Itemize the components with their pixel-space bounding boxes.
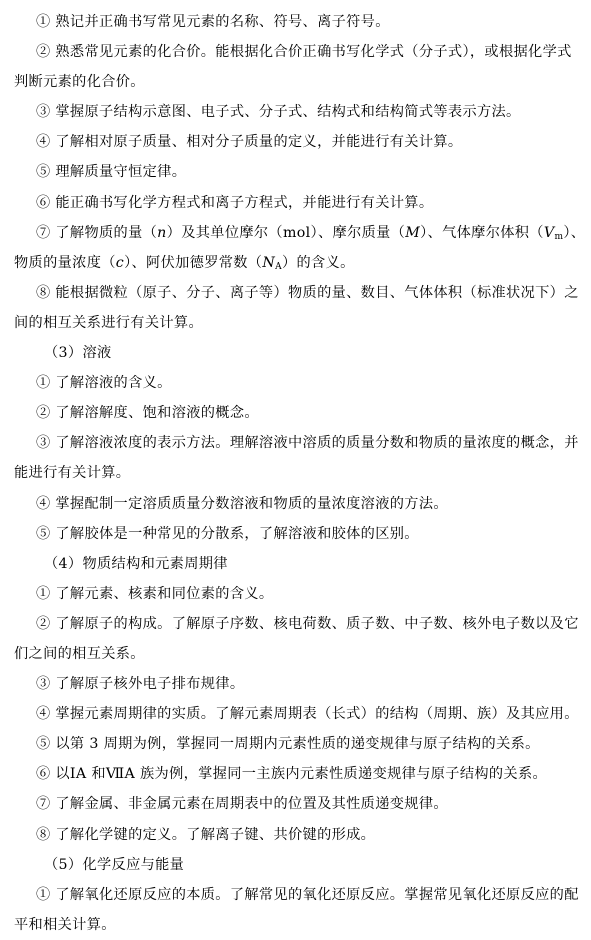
item-2-valence: ② 熟悉常见元素的化合价。能根据化合价正确书写化学式（分子式），或根据化学式	[36, 44, 572, 61]
symbol-M: M	[405, 224, 421, 241]
item-1-element-names: ① 熟记并正确书写常见元素的名称、符号、离子符号。	[36, 14, 390, 30]
item-7-amount-of-substance-cont: 物质的量浓度（c）、阿伏加德罗常数$(N_A)$的含义。	[14, 254, 355, 272]
item-6-equations: ⑥ 能正确书写化学方程式和离子方程式，并能进行有关计算。	[36, 194, 434, 211]
structure-item-1: ① 了解元素、核素和同位素的含义。	[36, 585, 274, 602]
reactions-item-1-cont: 平和相关计算。	[14, 916, 116, 933]
section-heading-structure: （4）物质结构和元素周期律	[44, 555, 228, 572]
subscript-A: A	[275, 261, 282, 272]
structure-item-7: ⑦ 了解金属、非金属元素在周期表中的位置及其性质递变规律。	[36, 796, 448, 813]
solutions-item-4: ④ 掌握配制一定溶质质量分数溶液和物质的量浓度溶液的方法。	[36, 495, 448, 512]
symbol-c: c	[115, 254, 125, 271]
item-5-mass-conservation: ⑤ 理解质量守恒定律。	[36, 164, 187, 181]
structure-item-2: ② 了解原子的构成。了解原子序数、核电荷数、质子数、中子数、核外电子数以及它	[36, 615, 579, 632]
item-7-amount-of-substance: ⑦ 了解物质的量（n）及其单位摩尔（mol）、摩尔质量（M）、气体摩尔体积$(V_m)$、	[36, 224, 586, 242]
solutions-item-5: ⑤ 了解胶体是一种常见的分散系，了解溶液和胶体的区别。	[36, 525, 419, 542]
solutions-item-2: ② 了解溶解度、饱和溶液的概念。	[36, 405, 259, 422]
structure-item-3: ③ 了解原子核外电子排布规律。	[36, 676, 245, 693]
symbol-n: n	[157, 224, 167, 241]
item-8-particle-calculation-cont: 间的相互关系进行有关计算。	[14, 314, 203, 331]
item-3-notation: ③ 掌握原子结构示意图、电子式、分子式、结构式和结构简式等表示方法。	[36, 104, 521, 121]
item-2-valence-cont: 判断元素的化合价。	[14, 74, 145, 91]
section-heading-reactions-energy: （5）化学反应与能量	[44, 856, 185, 873]
structure-item-4: ④ 掌握元素周期律的实质。了解元素周期表（长式）的结构（周期、族）及其应用。	[36, 706, 579, 723]
subscript-m: m	[554, 231, 564, 242]
structure-item-2-cont: 们之间的相互关系。	[14, 645, 145, 662]
solutions-item-1: ① 了解溶液的含义。	[36, 375, 172, 392]
symbol-N: N	[262, 254, 276, 271]
solutions-item-3: ③ 了解溶液浓度的表示方法。理解溶液中溶质的质量分数和物质的量浓度的概念，并	[36, 435, 579, 452]
structure-item-8: ⑧ 了解化学键的定义。了解离子键、共价键的形成。	[36, 826, 376, 843]
structure-item-5: ⑤ 以第 3 周期为例，掌握同一周期内元素性质的递变规律与原子结构的关系。	[36, 736, 540, 753]
reactions-item-1: ① 了解氧化还原反应的本质。了解常见的氧化还原反应。掌握常见氧化还原反应的配	[36, 886, 579, 903]
item-8-particle-calculation: ⑧ 能根据微粒（原子、分子、离子等）物质的量、数目、气体体积（标准状况下）之	[36, 284, 579, 301]
solutions-item-3-cont: 能进行有关计算。	[14, 465, 131, 482]
item-4-relative-mass: ④ 了解相对原子质量、相对分子质量的定义，并能进行有关计算。	[36, 134, 463, 151]
symbol-V: V	[543, 224, 555, 241]
structure-item-6: ⑥ 以ⅠA 和ⅦA 族为例，掌握同一主族内元素性质递变规律与原子结构的关系。	[36, 766, 548, 783]
section-heading-solutions: （3）溶液	[44, 345, 112, 362]
